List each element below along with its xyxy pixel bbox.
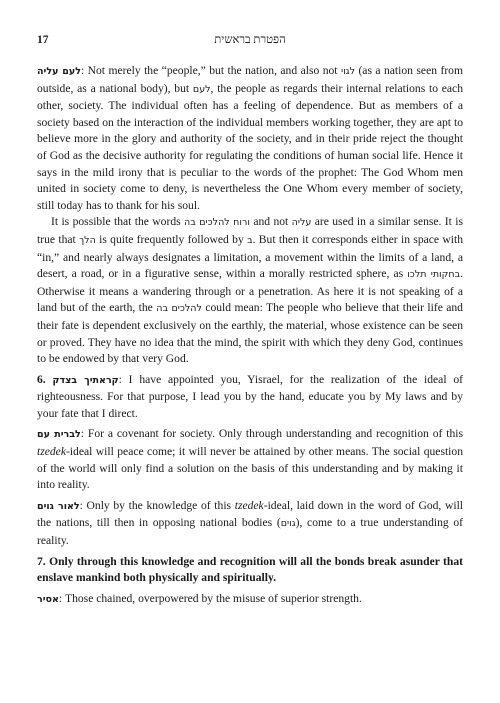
text-run: : Only by the knowledge of this: [79, 498, 235, 512]
hebrew-letter: ב: [247, 234, 253, 246]
page-header: [37, 34, 463, 50]
hebrew-word: גוים: [280, 518, 296, 530]
hebrew-word: לגוי: [340, 66, 355, 77]
text-run: ), come to a true understanding of reality.: [37, 516, 464, 548]
hebrew-word: לעם: [192, 83, 211, 95]
hebrew-term: לעם עליה: [37, 66, 81, 77]
text-run: : I have appointed you, Yisrael, for the realization of the ideal of righteousness. For that purpose, I lead you by the hand, educate you by My laws and by your fate that I direct.: [37, 372, 463, 420]
paragraph-asir: [37, 591, 463, 609]
paragraph-livrit-am: [37, 426, 463, 493]
verse-number: 6.: [37, 372, 53, 386]
hebrew-word: הלך: [79, 234, 96, 246]
hebrew-phrase: ורוח להלכים בה: [184, 217, 250, 229]
text-run: . Otherwise it means a wandering through or a penetration. As here it is not speaking of a land but of the earth, the: [37, 267, 463, 315]
hebrew-term: לברית עם: [37, 429, 81, 441]
text-run: : Not merely the “people,” but the nation, and also not: [80, 64, 341, 77]
hebrew-phrase: להלכים בה: [156, 303, 202, 315]
paragraph-holchim-bah: [37, 214, 463, 367]
page-number: 17: [37, 34, 49, 46]
text-run: is quite frequently followed by: [95, 232, 248, 246]
text-run: -ideal will peace come; it will never be attained by other means. The social question of the world will only find a solution on the basis of this understanding and by making it into reality.: [37, 445, 463, 492]
italic-term: tzedek: [37, 445, 66, 459]
text-run: (as a nation seen from outside, as a national body), but: [37, 64, 463, 95]
italic-term: tzedek: [234, 498, 264, 512]
text-run: , the people as regards their internal relations to each other, society. The individual often has a feeling of dependence. But as members of a society based on the interaction of the individual members working together, they are apt to believe more in the glory and authority of the society, and in their pride reject the thought of God as the decisive authority for regulating the conditions of human social life. Hence it says in the mild irony that is peculiar to the words of the prophet: The God Whom men united in society come to deny, is nevertheless the One Whom every member of society, still today has to thank for his soul.: [37, 81, 463, 212]
text-run: It is possible that the words: [51, 215, 185, 229]
hebrew-term: קראתיך בצדק: [52, 374, 119, 386]
verse-7-text: 7. Only through this knowledge and recognition will all the bonds break asunder that enslave mankind both physically and spiritually.: [37, 554, 463, 585]
text-run: -ideal, laid down in the word of God, will the nations, till then in opposing national bodies (: [37, 498, 464, 530]
paragraph-le-am-aleha: [37, 63, 463, 214]
text-run: : Those chained, overpowered by the misuse of superior strength.: [58, 591, 362, 605]
paragraph-verse-6: [37, 372, 463, 423]
text-run: . But then it corresponds either in space with “in,” and nearly always designates a limitation, a movement within the limits of a land, a desert, a road, or in a figurative sense, within a morally restricted sphere, as: [37, 232, 463, 281]
text-run: could mean: The people who believe that their life and their fate is dependent exclusively on the earthly, the material, whose existence can be seen or proved. They have no idea that the mind, the spirit with which they deny God, continues to be endowed by that very God.: [37, 301, 463, 366]
commentary-body: [37, 63, 463, 608]
paragraph-leor-goyim: [37, 498, 463, 550]
text-run: : For a covenant for society. Only through understanding and recognition of this: [80, 427, 463, 441]
hebrew-word: עליה: [291, 217, 312, 229]
running-title: הפטרת בראשית: [214, 34, 286, 46]
hebrew-term: אסיר: [37, 593, 59, 605]
hebrew-term: לאור גוים: [37, 500, 80, 512]
text-run: and not: [249, 215, 292, 229]
paragraph-verse-7: [37, 554, 463, 587]
text-run: are used in a similar sense. It is true that: [37, 215, 464, 246]
hebrew-phrase: בחקותי תלכו: [407, 269, 461, 281]
